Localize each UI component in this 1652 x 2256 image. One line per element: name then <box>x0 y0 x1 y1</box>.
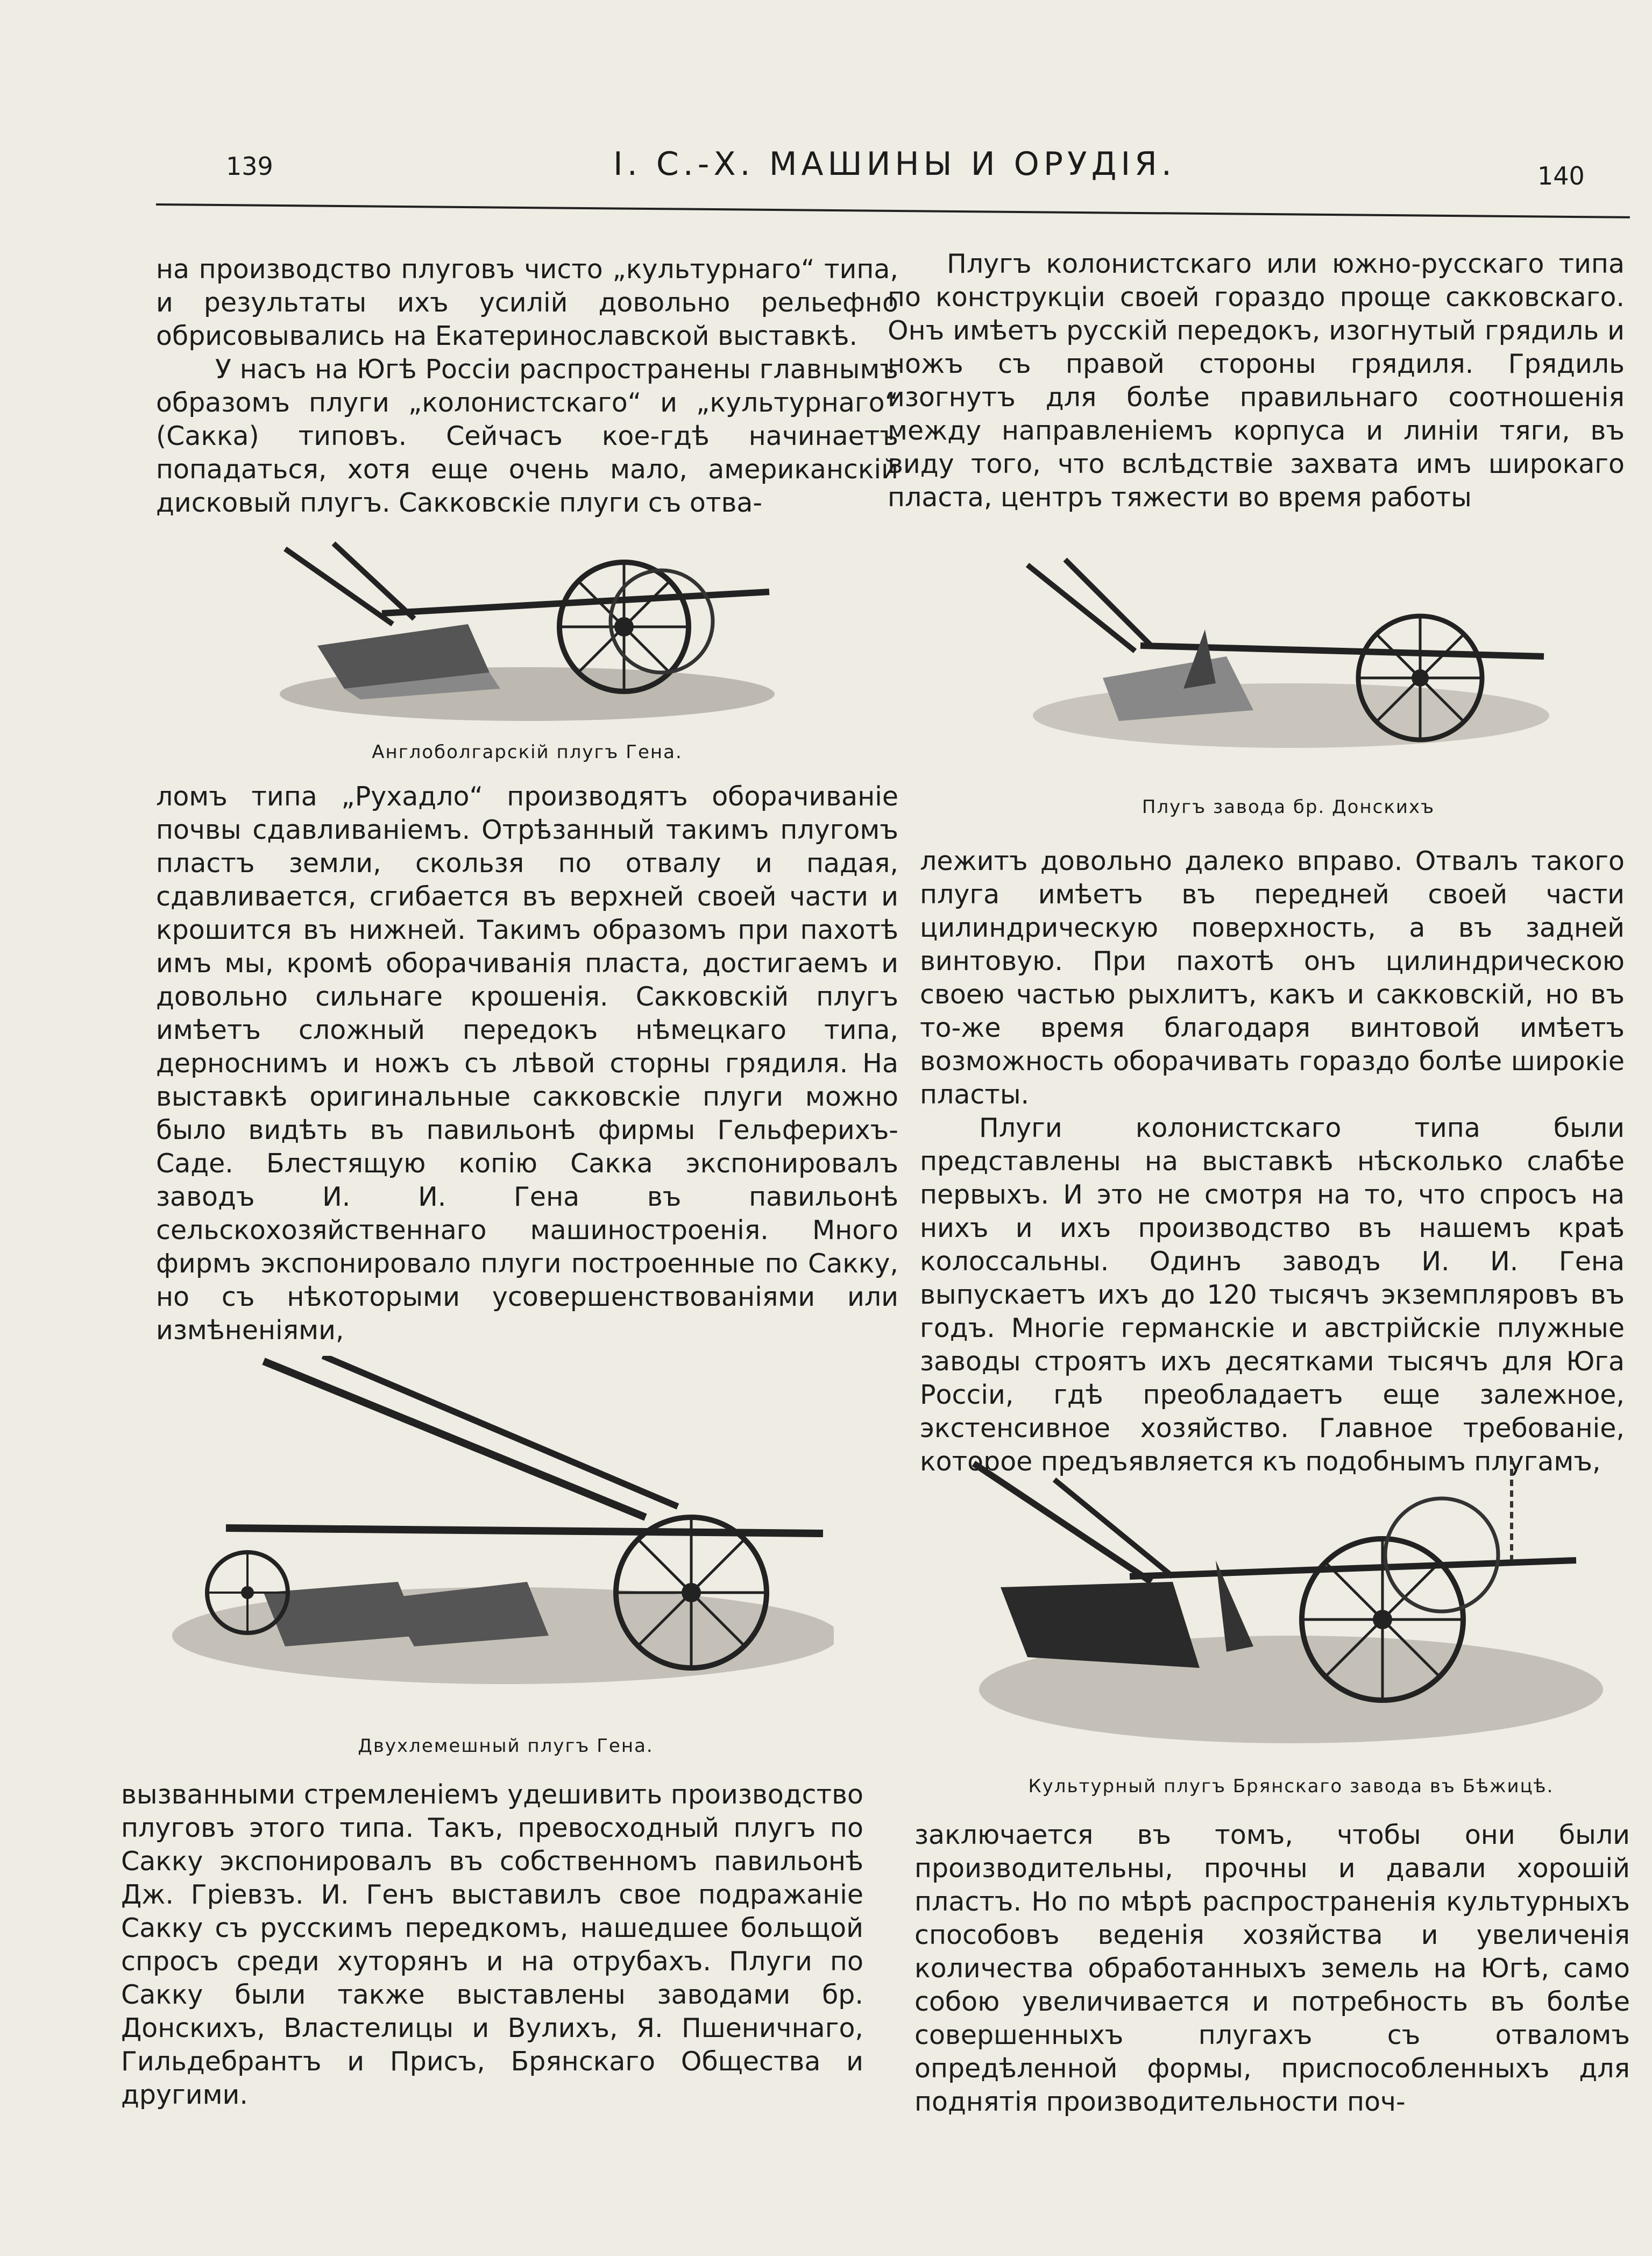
plow-illustration-donskikh <box>1022 549 1555 753</box>
left-text-block-2 <box>156 780 898 1347</box>
figure-caption-1: Англоболгарскій плугъ Гена. <box>372 741 683 763</box>
right-paragraph-2: лежитъ довольно далеко вправо. Отвалъ такого плуга имѣетъ въ передней своей части цилиндрическую поверхность, а въ задней винтовую. При пахотѣ онъ цилиндрическою своею частью рыхлитъ, какъ и сакковскій, но въ то-же время благодаря винтовой имѣетъ возможность оборачивать гораздо болѣе широкіе пласты. <box>920 846 1625 1110</box>
header-rule <box>156 203 1630 218</box>
page-title: I. С.-Х. МАШИНЫ И ОРУДІЯ. <box>613 145 1176 183</box>
left-paragraph-1: на производство плуговъ чисто „культурнаго“ типа, и результаты ихъ усилій довольно рельефно обрисовывались на Екатеринославской выставкѣ. <box>156 254 898 351</box>
left-paragraph-2: У насъ на Югѣ Россіи распространены главнымъ образомъ плуги „колонистскаго“ и „культурнаго“ (Сакка) типовъ. Сейчасъ кое-гдѣ начинаетъ попадаться, хотя еще очень мало, американскій дисковый плугъ. Сакковскіе плуги съ отва- <box>156 354 898 518</box>
plow-illustration-two-share <box>161 1356 834 1689</box>
right-text-block-2 <box>920 845 1625 1479</box>
left-text-block-1 <box>156 253 898 520</box>
page-number-right: 140 <box>1537 161 1585 190</box>
plow-illustration-bryansk <box>968 1453 1603 1754</box>
left-paragraph-4: вызванными стремленіемъ удешивить производство плуговъ этого типа. Такъ, превосходный плугъ по Сакку экспонировалъ въ собственномъ павильонѣ Дж. Гріевзъ. И. Генъ выставилъ свое подражаніе Сакку съ русскимъ передкомъ, нашедшее больщой спросъ среди хуторянъ и на отрубахъ. Плуги по Сакку были также выставлены заводами бр. Донскихъ, Властелицы и Вулихъ, Я. Пшеничнаго, Гильдебрантъ и Присъ, Брянскаго Общества и другими. <box>121 1779 863 2110</box>
left-paragraph-3: ломъ типа „Рухадло“ производятъ оборачиваніе почвы сдавливаніемъ. Отрѣзанный такимъ плугомъ пластъ земли, скользя по отвалу и падая, сдавливается, сгибается въ верхней своей части и крошится въ нижней. Такимъ образомъ при пахотѣ имъ мы, кромѣ оборачиванія пласта, достигаемъ и довольно сильнаге крошенія. Сакковскій плугъ имѣетъ сложный передокъ нѣмецкаго типа, дерноснимъ и ножъ съ лѣвой сторны грядиля. На выставкѣ оригинальные сакковскіе плуги можно было видѣть въ павильонѣ фирмы Гельферихъ-Саде. Блестящую копію Сакка экспонировалъ заводъ И. И. Гена въ павильонѣ сельскохозяйственнаго машиностроенія. Много фирмъ экспонировало плуги построенные по Сакку, но съ нѣкоторыми усовершенствованіями или измѣненіями, <box>156 781 898 1346</box>
figure-caption-4: Культурный плугъ Брянскаго завода въ Бѣжицѣ. <box>1028 1776 1554 1797</box>
figure-caption-3: Двухлемешный плугъ Гена. <box>358 1735 654 1757</box>
right-text-block-3 <box>914 1819 1630 2119</box>
figure-caption-2: Плугъ завода бр. Донскихъ <box>1141 796 1435 818</box>
left-text-block-3 <box>121 1778 863 2112</box>
page-number-left: 139 <box>226 152 273 181</box>
right-paragraph-4: заключается въ томъ, чтобы они были производительны, прочны и давали хорошій пластъ. Но по мѣрѣ распространенія культурныхъ способовъ веденія хозяйства и увеличенія количества обработанныхъ земель на Югѣ, само собою увеличивается и потребность въ болѣе совершенныхъ плугахъ съ отваломъ опредѣленной формы, приспособленныхъ для поднятія производительности поч- <box>914 1820 1630 2117</box>
right-paragraph-1: Плугъ колонистскаго или южно-русскаго типа по конструкціи своей гораздо проще сакковскаго. Онъ имѣетъ русскій передокъ, изогнутый грядиль и ножъ съ правой стороны грядиля. Грядиль изогнутъ для болѣе правильнаго соотношенія между направленіемъ корпуса и линіи тяги, въ виду того, что вслѣдствіе захвата имъ широкаго пласта, центръ тяжести во время работы <box>888 249 1625 513</box>
plow-illustration-anglo-bulgarian <box>274 533 780 726</box>
right-text-block-1 <box>888 247 1625 514</box>
right-paragraph-3: Плуги колонистскаго типа были представлены на выставкѣ нѣсколько слабѣе первыхъ. И это не смотря на то, что спросъ на нихъ и ихъ производство въ нашемъ краѣ колоссальны. Одинъ заводъ И. И. Гена выпускаетъ ихъ до 120 тысячъ экземпляровъ въ годъ. Многіе германскіе и австрійскіе плужные заводы строятъ ихъ десятками тысячъ для Юга Россіи, гдѣ преобладаетъ еще залежное, экстенсивное хозяйство. Главное требованіе, которое предъявляется къ подобнымъ плугамъ, <box>920 1113 1625 1477</box>
